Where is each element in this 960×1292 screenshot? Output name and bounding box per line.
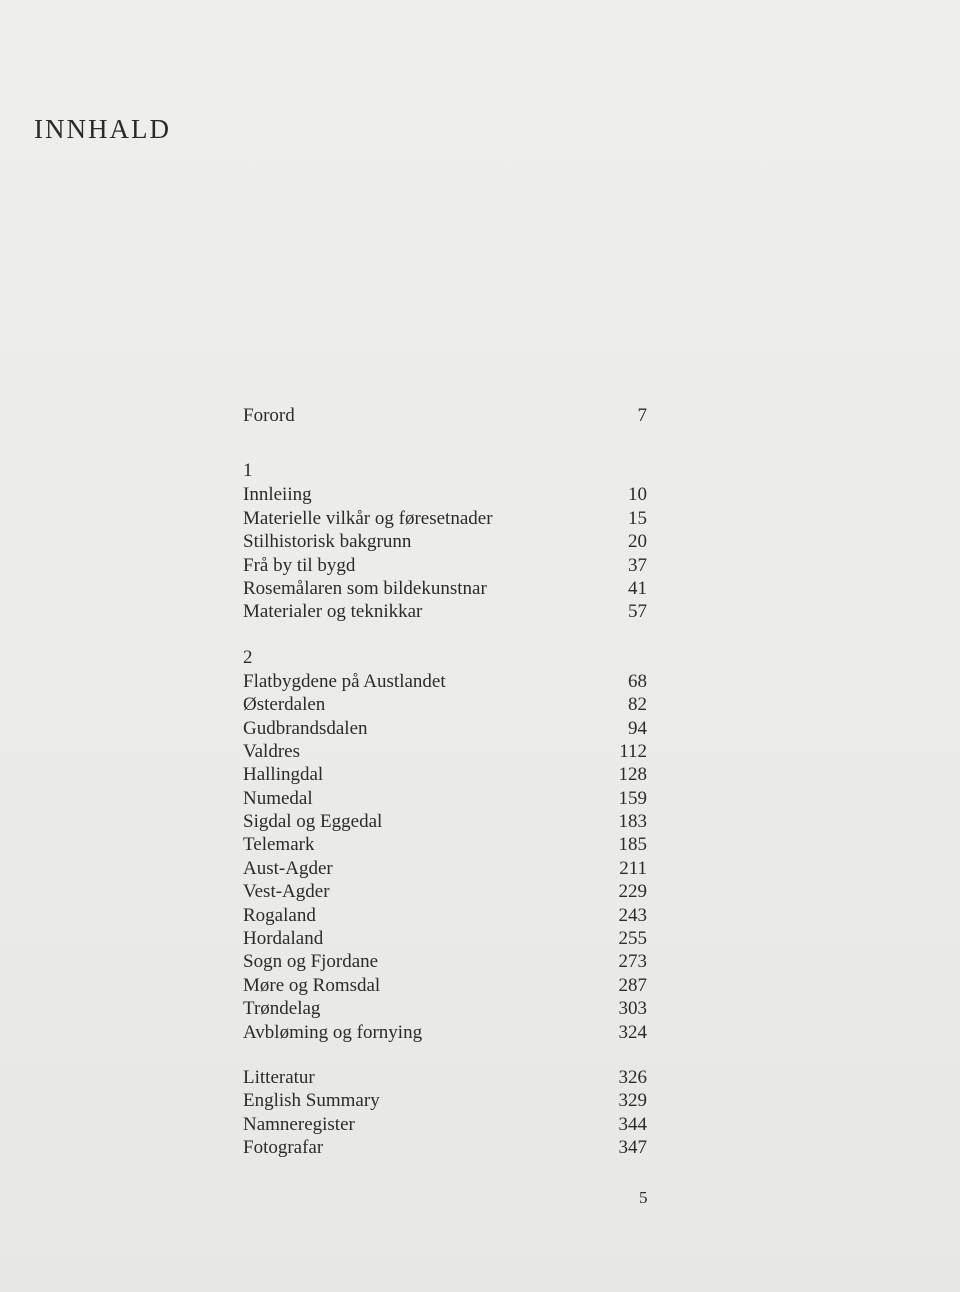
toc-entry [243,904,647,927]
toc-entry [243,810,647,833]
toc-entry-title: Sogn og Fjordane [243,951,379,973]
toc-entry-title: Aust-Agder [243,857,333,879]
toc-entry-page: 326 [618,1066,647,1088]
page-number: 5 [639,1188,648,1207]
section-number: 1 [243,460,253,482]
toc-entry-page: 128 [618,764,647,786]
toc-entry [243,554,647,577]
toc-entry-page: 347 [618,1137,647,1159]
toc-entry-title: Sigdal og Eggedal [243,811,383,833]
toc-entry-title: Forord [243,405,295,426]
toc-entry-page: 229 [618,881,647,903]
toc-entry-page: 7 [637,405,647,426]
toc-entry-forord [243,404,647,427]
toc-entry [243,717,647,740]
toc-entry [243,763,647,786]
toc-entry-page: 183 [618,811,647,833]
toc-entry [243,483,647,506]
toc-entry-page: 344 [618,1113,647,1135]
toc-entry-title: Hallingdal [243,764,324,786]
toc-entry [243,577,647,600]
toc-entry [243,927,647,950]
toc-entry-page: 324 [618,1021,647,1043]
toc-entry-page: 303 [618,998,647,1020]
toc-entry [243,1021,647,1044]
toc-entry [243,950,647,973]
toc-entry [243,530,647,553]
toc-entry-title: Rogaland [243,904,316,926]
toc-entry [243,1089,647,1112]
toc-entry-page: 37 [628,554,647,576]
section-number: 2 [243,646,253,668]
toc-entry-page: 57 [628,601,647,623]
toc-entry [243,1066,647,1089]
toc-entry [243,507,647,530]
toc-entry-page: 15 [628,507,647,529]
toc-entry [243,880,647,903]
toc-entry-page: 10 [628,484,647,506]
toc-entry-title: Materialer og teknikkar [243,601,423,623]
toc-entry-title: Rosemålaren som bildekunstnar [243,577,487,599]
toc-entry [243,997,647,1020]
toc-entry-page: 255 [618,928,647,950]
toc-entry [243,1113,647,1136]
toc-entry-title: Østerdalen [243,694,326,716]
page-title: INNHALD [34,114,171,144]
toc-entry-title: Vest-Agder [243,881,330,903]
toc-entry-page: 185 [618,834,647,856]
toc-entry [243,740,647,763]
toc-entry-title: Materielle vilkår og føresetnader [243,507,493,529]
toc-entry-page: 20 [628,531,647,553]
toc-entry-title: Flatbygdene på Austlandet [243,670,446,692]
toc-entry-page: 82 [628,694,647,716]
toc-entry-title: Innleiing [243,484,312,506]
toc-entry-title: Frå by til bygd [243,554,356,576]
toc-entry-title: Hordaland [243,928,324,950]
toc-entry [243,670,647,693]
toc-entry-page: 41 [628,577,647,599]
toc-entry-title: Litteratur [243,1066,315,1088]
toc-entry [243,600,647,623]
toc-entry-title: Avbløming og fornying [243,1021,423,1043]
toc-entry-page: 211 [619,857,647,879]
toc-entry [243,833,647,856]
toc-section-1 [243,459,647,623]
toc-entry-title: Gudbrandsdalen [243,717,368,739]
toc-section-2 [243,646,647,1044]
section-gap [243,624,647,646]
toc-entry [243,974,647,997]
toc-entry-page: 159 [618,787,647,809]
section-gap [243,427,647,459]
toc-entry-page: 68 [628,670,647,692]
toc-entry [243,1136,647,1159]
toc-entry-title: Fotografar [243,1137,324,1159]
toc-entry [243,693,647,716]
toc-entry-title: Stilhistorisk bakgrunn [243,531,412,553]
toc-entry-page: 273 [618,951,647,973]
section-gap [243,1044,647,1066]
toc-appendix [243,1066,647,1160]
toc-entry-title: Trøndelag [243,998,321,1020]
toc-entry [243,787,647,810]
toc-entry-page: 243 [618,904,647,926]
table-of-contents [243,404,647,1160]
toc-entry-page: 94 [628,717,647,739]
toc-entry [243,857,647,880]
toc-entry-page: 287 [618,974,647,996]
toc-entry-title: Møre og Romsdal [243,974,381,996]
toc-entry-title: Telemark [243,834,315,856]
toc-entry-title: Valdres [243,740,300,762]
toc-entry-page: 112 [619,740,647,762]
toc-entry-title: English Summary [243,1090,380,1112]
toc-entry-page: 329 [618,1090,647,1112]
toc-entry-title: Numedal [243,787,313,809]
toc-entry-title: Namneregister [243,1113,355,1135]
